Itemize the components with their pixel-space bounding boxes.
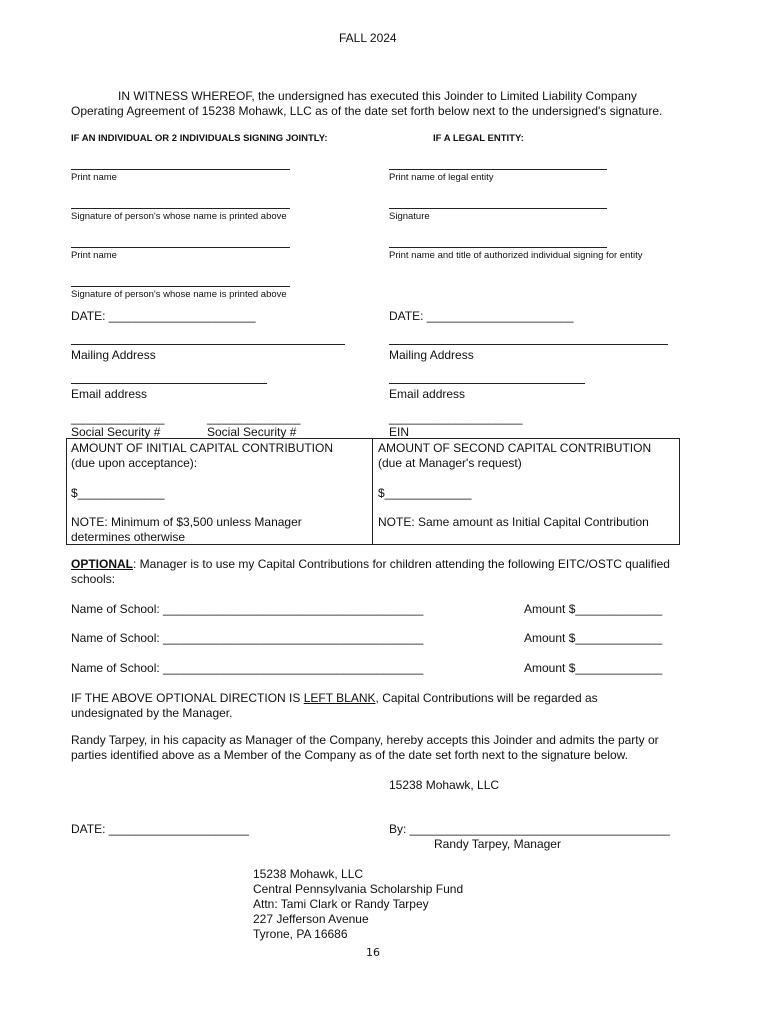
school-2-amount[interactable]: Amount $_____________ [524, 631, 663, 645]
page-header: FALL 2024 [339, 31, 397, 45]
address-line-3: Attn: Tami Clark or Randy Tarpey [253, 897, 429, 911]
address-line-5: Tyrone, PA 16686 [253, 927, 348, 941]
optional-text: : Manager is to use my Capital Contributions for children attending the following EITC/OSTC qualified schools: [71, 557, 670, 586]
school-3-amount[interactable]: Amount $_____________ [524, 661, 663, 675]
individual-email-label: Email address [71, 387, 148, 401]
print-name-2-line[interactable] [71, 247, 290, 248]
second-contribution-note: NOTE: Same amount as Initial Capital Contribution [378, 515, 649, 529]
individual-mailing-line[interactable] [71, 344, 345, 345]
left-blank-post: , Capital Contributions will be regarded as undesignated by the Manager. [71, 691, 598, 720]
left-blank-note [71, 691, 671, 721]
initial-contribution-note: NOTE: Minimum of $3,500 unless Manager determines otherwise [71, 515, 302, 544]
entity-mailing-label: Mailing Address [389, 348, 474, 362]
table-divider [372, 438, 373, 544]
second-contribution-subtitle: (due at Manager's request) [378, 456, 522, 470]
entity-email-line[interactable] [389, 383, 585, 384]
ein-label: EIN [389, 425, 410, 439]
address-line-2: Central Pennsylvania Scholarship Fund [253, 882, 464, 896]
entity-email-label: Email address [389, 387, 466, 401]
manager-name: Randy Tarpey, Manager [434, 837, 561, 851]
authorized-title-line[interactable] [389, 247, 607, 248]
manager-signature-field[interactable]: By: _______________________________________ [389, 822, 670, 836]
school-3-field[interactable]: Name of School: _______________________________________ [71, 661, 424, 675]
entity-signature-line[interactable] [389, 208, 607, 209]
school-1-amount[interactable]: Amount $_____________ [524, 602, 663, 616]
left-blank-underlined: LEFT BLANK [303, 691, 376, 705]
signature-2-label: Signature of person's whose name is printed above [71, 289, 287, 300]
ssn-2-label: Social Security # [207, 425, 297, 439]
print-name-2-label: Print name [71, 250, 117, 261]
entity-signature-label: Signature [389, 211, 430, 222]
school-2-field[interactable]: Name of School: _______________________________________ [71, 631, 424, 645]
legal-entity-name-line[interactable] [389, 169, 607, 170]
entity-mailing-line[interactable] [389, 344, 668, 345]
company-name: 15238 Mohawk, LLC [389, 778, 500, 792]
initial-contribution-subtitle: (due upon acceptance): [71, 456, 198, 470]
optional-paragraph [71, 557, 671, 587]
ein-field[interactable]: ____________________ [389, 411, 523, 425]
optional-label: OPTIONAL [71, 557, 133, 571]
acceptance-paragraph: Randy Tarpey, in his capacity as Manager of the Company, hereby accepts this Joinder and admits the party or parties identified above as a Member of the Company as of the date set forth next to the signature below. [71, 733, 659, 762]
ssn-1-field[interactable]: ______________ [71, 411, 165, 425]
signature-2-line[interactable] [71, 286, 290, 287]
second-contribution-title: AMOUNT OF SECOND CAPITAL CONTRIBUTION [378, 441, 652, 455]
signature-1-label: Signature of person's whose name is printed above [71, 211, 287, 222]
address-line-4: 227 Jefferson Avenue [253, 912, 369, 926]
individual-date-field[interactable]: DATE: ______________________ [71, 309, 256, 323]
second-contribution-amount[interactable]: $_____________ [378, 486, 472, 500]
entity-heading: IF A LEGAL ENTITY: [433, 133, 524, 144]
individual-heading: IF AN INDIVIDUAL OR 2 INDIVIDUALS SIGNING JOINTLY: [71, 133, 328, 144]
print-name-1-line[interactable] [71, 169, 290, 170]
individual-email-line[interactable] [71, 383, 267, 384]
signature-1-line[interactable] [71, 208, 290, 209]
initial-contribution-amount[interactable]: $_____________ [71, 486, 165, 500]
left-blank-pre: IF THE ABOVE OPTIONAL DIRECTION IS [71, 691, 304, 705]
initial-contribution-title: AMOUNT OF INITIAL CAPITAL CONTRIBUTION [71, 441, 334, 455]
authorized-title-label: Print name and title of authorized individual signing for entity [389, 250, 643, 261]
legal-entity-name-label: Print name of legal entity [389, 172, 494, 183]
page-number: 16 [366, 946, 380, 959]
print-name-1-label: Print name [71, 172, 117, 183]
intro-paragraph: IN WITNESS WHEREOF, the undersigned has executed this Joinder to Limited Liability Company Operating Agreement of 15238 Mohawk, LLC as of the date set forth below next to the undersigned's signature. [71, 89, 663, 118]
manager-date-field[interactable]: DATE: _____________________ [71, 822, 249, 836]
ssn-1-label: Social Security # [71, 425, 161, 439]
entity-date-field[interactable]: DATE: ______________________ [389, 309, 574, 323]
school-1-field[interactable]: Name of School: _______________________________________ [71, 602, 424, 616]
address-line-1: 15238 Mohawk, LLC [253, 867, 364, 881]
individual-mailing-label: Mailing Address [71, 348, 156, 362]
ssn-2-field[interactable]: ______________ [207, 411, 301, 425]
